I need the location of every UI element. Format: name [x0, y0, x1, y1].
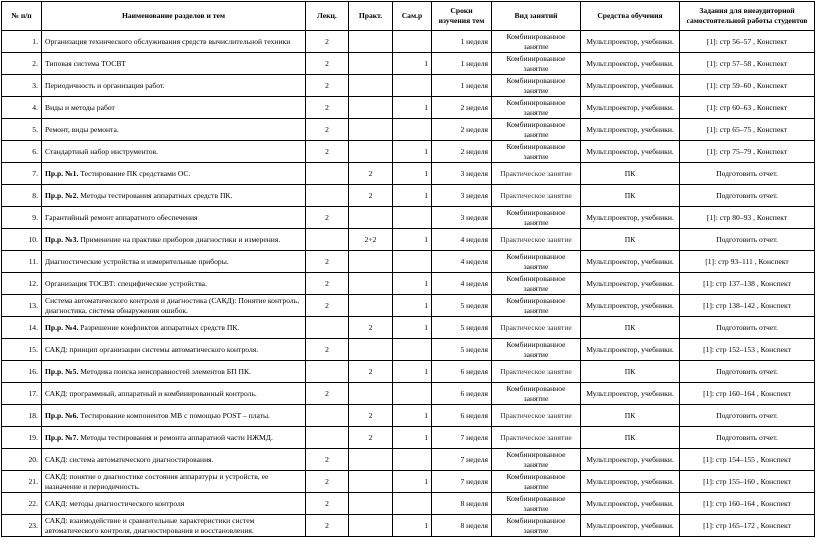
row-term: 6 неделя	[432, 361, 492, 383]
row-number: 13.	[2, 295, 42, 317]
row-self-study: 1	[393, 295, 432, 317]
row-number: 18.	[2, 405, 42, 427]
row-practice: 2	[349, 361, 393, 383]
row-term: 1 неделя	[432, 31, 492, 53]
row-lectures: 2	[306, 515, 349, 537]
practical-work-label: Пр.р. №3.	[45, 234, 79, 244]
row-term: 7 неделя	[432, 427, 492, 449]
row-homework: Подготовить отчет.	[680, 361, 815, 383]
table-row	[2, 163, 815, 185]
row-homework: [1]: стр 154–155 , Конспект	[680, 449, 815, 471]
row-lesson-type: Практическое занятие	[492, 229, 581, 251]
row-title	[42, 339, 306, 361]
table-row	[2, 471, 815, 493]
row-lesson-type: Комбинированное занятие	[492, 273, 581, 295]
row-title-text: САКД: понятие о диагностике состояния аппаратуры и устройств, ее назначение и периодичность.	[45, 471, 269, 491]
row-homework: [1]: стр 160–164 , Конспект	[680, 493, 815, 515]
table-row	[2, 493, 815, 515]
row-title	[42, 119, 306, 141]
row-teaching-means: Мульт.проектор, учебники.	[581, 207, 680, 229]
row-term: 2 неделя	[432, 97, 492, 119]
row-term: 3 неделя	[432, 185, 492, 207]
row-teaching-means: Мульт.проектор, учебники.	[581, 515, 680, 537]
table-row	[2, 185, 815, 207]
row-homework: [1]: стр 155–160 , Конспект	[680, 471, 815, 493]
row-title	[42, 185, 306, 207]
row-number: 22.	[2, 493, 42, 515]
practical-work-label: Пр.р. №5.	[45, 366, 79, 376]
row-practice	[349, 97, 393, 119]
row-practice	[349, 251, 393, 273]
row-homework: [1]: стр 75–79 , Конспект	[680, 141, 815, 163]
row-term: 3 неделя	[432, 207, 492, 229]
row-practice	[349, 339, 393, 361]
row-title	[42, 229, 306, 251]
row-title-text: Типовая система ТОСВТ	[45, 58, 126, 68]
row-lectures: 2	[306, 295, 349, 317]
table-row	[2, 251, 815, 273]
row-self-study: 1	[393, 515, 432, 537]
header-title: Наименование разделов и тем	[42, 2, 306, 31]
row-title	[42, 295, 306, 317]
row-practice: 2	[349, 427, 393, 449]
row-self-study: 1	[393, 97, 432, 119]
row-number: 6.	[2, 141, 42, 163]
row-self-study: 1	[393, 141, 432, 163]
row-term: 5 неделя	[432, 317, 492, 339]
row-practice	[349, 515, 393, 537]
row-teaching-means: Мульт.проектор, учебники.	[581, 251, 680, 273]
row-self-study: 1	[393, 427, 432, 449]
row-term: 4 неделя	[432, 229, 492, 251]
row-lesson-type: Комбинированное занятие	[492, 119, 581, 141]
row-teaching-means: ПК	[581, 229, 680, 251]
row-title	[42, 97, 306, 119]
row-teaching-means: ПК	[581, 317, 680, 339]
table-row	[2, 295, 815, 317]
row-practice: 2	[349, 405, 393, 427]
row-self-study	[393, 449, 432, 471]
row-lesson-type: Практическое занятие	[492, 427, 581, 449]
row-self-study: 1	[393, 317, 432, 339]
row-lectures	[306, 427, 349, 449]
row-homework: [1]: стр 93–111 , Конспект	[680, 251, 815, 273]
row-number: 20.	[2, 449, 42, 471]
row-lectures	[306, 185, 349, 207]
row-teaching-means: ПК	[581, 361, 680, 383]
table-row	[2, 317, 815, 339]
row-self-study	[393, 207, 432, 229]
row-teaching-means: Мульт.проектор, учебники.	[581, 75, 680, 97]
row-teaching-means: Мульт.проектор, учебники.	[581, 493, 680, 515]
row-title	[42, 251, 306, 273]
practical-work-label: Пр.р. №4.	[45, 322, 79, 332]
row-title	[42, 493, 306, 515]
row-title	[42, 317, 306, 339]
row-title-text: Гарантийный ремонт аппаратного обеспечения	[45, 212, 198, 222]
row-lesson-type: Комбинированное занятие	[492, 141, 581, 163]
row-term: 7 неделя	[432, 449, 492, 471]
row-number: 23.	[2, 515, 42, 537]
row-lectures: 2	[306, 471, 349, 493]
row-practice: 2	[349, 163, 393, 185]
row-lesson-type: Комбинированное занятие	[492, 31, 581, 53]
row-practice	[349, 207, 393, 229]
practical-work-label: Пр.р. №2.	[45, 190, 79, 200]
row-term: 3 неделя	[432, 163, 492, 185]
row-lectures: 2	[306, 119, 349, 141]
row-title-text: САКД: методы диагностического контроля	[45, 498, 185, 508]
header-num: № п/п	[2, 2, 42, 31]
row-title-text: Методика поиска неисправностей элементов БП ПК.	[78, 366, 251, 376]
row-number: 8.	[2, 185, 42, 207]
row-number: 17.	[2, 383, 42, 405]
row-teaching-means: Мульт.проектор, учебники.	[581, 119, 680, 141]
row-number: 21.	[2, 471, 42, 493]
table-row	[2, 427, 815, 449]
row-title	[42, 141, 306, 163]
row-teaching-means: Мульт.проектор, учебники.	[581, 295, 680, 317]
row-homework: [1]: стр 60–63 , Конспект	[680, 97, 815, 119]
row-self-study	[393, 31, 432, 53]
row-title-text: Тестирование компонентов МВ с помощью POST – платы.	[78, 410, 270, 420]
row-number: 3.	[2, 75, 42, 97]
table-row	[2, 383, 815, 405]
table-row	[2, 31, 815, 53]
row-self-study: 1	[393, 185, 432, 207]
table-row	[2, 229, 815, 251]
row-lesson-type: Комбинированное занятие	[492, 75, 581, 97]
row-homework: Подготовить отчет.	[680, 185, 815, 207]
row-homework: [1]: стр 160–164 , Конспект	[680, 383, 815, 405]
row-lesson-type: Практическое занятие	[492, 185, 581, 207]
row-lectures: 2	[306, 53, 349, 75]
row-title-text: Разрешение конфликтов аппаратных средств ПК.	[78, 322, 240, 332]
row-title-text: Стандартный набор инструментов.	[45, 146, 159, 156]
row-lectures	[306, 163, 349, 185]
row-title-text: Применение на практике приборов диагностики и измерения.	[78, 234, 281, 244]
row-lesson-type: Комбинированное занятие	[492, 339, 581, 361]
row-practice	[349, 75, 393, 97]
row-self-study: 1	[393, 273, 432, 295]
row-number: 4.	[2, 97, 42, 119]
row-teaching-means: ПК	[581, 427, 680, 449]
row-lesson-type: Комбинированное занятие	[492, 251, 581, 273]
row-practice	[349, 53, 393, 75]
table-row	[2, 207, 815, 229]
row-homework: [1]: стр 57–58 , Конспект	[680, 53, 815, 75]
row-homework: [1]: стр 138–142 , Конспект	[680, 295, 815, 317]
row-term: 4 неделя	[432, 251, 492, 273]
row-term: 6 неделя	[432, 405, 492, 427]
row-homework: Подготовить отчет.	[680, 405, 815, 427]
row-teaching-means: Мульт.проектор, учебники.	[581, 273, 680, 295]
table-row	[2, 339, 815, 361]
row-number: 9.	[2, 207, 42, 229]
table-row	[2, 141, 815, 163]
row-title-text: Система автоматического контроля и диагностика (САКД): Понятие контроль, диагностика, система обнаружения ошибок.	[45, 295, 300, 315]
row-title	[42, 471, 306, 493]
row-homework: [1]: стр 65–75 , Конспект	[680, 119, 815, 141]
table-row	[2, 53, 815, 75]
row-number: 2.	[2, 53, 42, 75]
row-practice	[349, 119, 393, 141]
row-lesson-type: Комбинированное занятие	[492, 295, 581, 317]
row-title-text: Организация ТОСВТ: специфические устройства.	[45, 278, 207, 288]
row-term: 8 неделя	[432, 515, 492, 537]
row-title-text: САКД: принцип организации системы автоматического контроля.	[45, 344, 259, 354]
row-practice	[349, 141, 393, 163]
row-number: 11.	[2, 251, 42, 273]
row-title	[42, 383, 306, 405]
row-title	[42, 515, 306, 537]
row-teaching-means: Мульт.проектор, учебники.	[581, 339, 680, 361]
row-teaching-means: ПК	[581, 185, 680, 207]
row-lesson-type: Комбинированное занятие	[492, 383, 581, 405]
row-lectures	[306, 405, 349, 427]
row-lesson-type: Практическое занятие	[492, 163, 581, 185]
row-lectures: 2	[306, 383, 349, 405]
row-lesson-type: Комбинированное занятие	[492, 515, 581, 537]
row-teaching-means: Мульт.проектор, учебники.	[581, 383, 680, 405]
row-lesson-type: Комбинированное занятие	[492, 97, 581, 119]
row-teaching-means: ПК	[581, 405, 680, 427]
row-homework: [1]: стр 165–172 , Конспект	[680, 515, 815, 537]
table-row	[2, 273, 815, 295]
row-practice	[349, 493, 393, 515]
row-teaching-means: Мульт.проектор, учебники.	[581, 449, 680, 471]
row-number: 14.	[2, 317, 42, 339]
row-term: 5 неделя	[432, 295, 492, 317]
row-practice	[349, 471, 393, 493]
table-row	[2, 75, 815, 97]
table-body	[2, 31, 815, 537]
practical-work-label: Пр.р. №6.	[45, 410, 79, 420]
row-practice	[349, 383, 393, 405]
row-number: 15.	[2, 339, 42, 361]
row-lesson-type: Комбинированное занятие	[492, 471, 581, 493]
row-practice	[349, 273, 393, 295]
table-row	[2, 449, 815, 471]
row-title-text: Диагностические устройства и измерительные приборы.	[45, 256, 229, 266]
row-title	[42, 163, 306, 185]
header-row	[2, 2, 815, 31]
row-practice: 2	[349, 317, 393, 339]
row-homework: [1]: стр 59–60 , Конспект	[680, 75, 815, 97]
header-term: Сроки изучения тем	[432, 2, 492, 31]
header-homework: Задания для внеаудиторной самостоятельной работы студентов	[680, 2, 815, 31]
header-self-study: Сам.р	[393, 2, 432, 31]
row-term: 8 неделя	[432, 493, 492, 515]
row-title-text: Виды и методы работ	[45, 102, 115, 112]
row-homework: Подготовить отчет.	[680, 229, 815, 251]
row-teaching-means: Мульт.проектор, учебники.	[581, 31, 680, 53]
row-teaching-means: Мульт.проектор, учебники.	[581, 97, 680, 119]
row-number: 5.	[2, 119, 42, 141]
header-lesson-type: Вид занятий	[492, 2, 581, 31]
row-teaching-means: ПК	[581, 163, 680, 185]
row-lesson-type: Практическое занятие	[492, 361, 581, 383]
row-practice	[349, 295, 393, 317]
row-homework: Подготовить отчет.	[680, 317, 815, 339]
row-number: 7.	[2, 163, 42, 185]
row-self-study: 1	[393, 53, 432, 75]
row-lectures: 2	[306, 449, 349, 471]
row-term: 2 неделя	[432, 119, 492, 141]
row-title-text: Методы тестирования и ремонта аппаратной части НЖМД.	[78, 432, 273, 442]
row-self-study: 1	[393, 405, 432, 427]
row-practice	[349, 449, 393, 471]
row-lectures: 2	[306, 141, 349, 163]
row-lesson-type: Комбинированное занятие	[492, 207, 581, 229]
header-lectures: Лекц.	[306, 2, 349, 31]
row-term: 4 неделя	[432, 273, 492, 295]
table-header	[2, 2, 815, 31]
row-homework: [1]: стр 80–93 , Конспект	[680, 207, 815, 229]
row-term: 6 неделя	[432, 383, 492, 405]
row-title-text: Ремонт, виды ремонта.	[45, 124, 119, 134]
row-term: 2 неделя	[432, 141, 492, 163]
row-lectures: 2	[306, 75, 349, 97]
row-self-study: 1	[393, 163, 432, 185]
row-practice	[349, 31, 393, 53]
row-title	[42, 449, 306, 471]
row-number: 19.	[2, 427, 42, 449]
table-row	[2, 97, 815, 119]
row-title-text: САКД: программный, аппаратный и комбинированный контроль.	[45, 388, 257, 398]
row-self-study	[393, 119, 432, 141]
row-lectures	[306, 229, 349, 251]
row-teaching-means: Мульт.проектор, учебники.	[581, 141, 680, 163]
table-row	[2, 361, 815, 383]
row-lectures	[306, 317, 349, 339]
row-lesson-type: Комбинированное занятие	[492, 53, 581, 75]
row-self-study: 1	[393, 361, 432, 383]
row-lesson-type: Практическое занятие	[492, 405, 581, 427]
row-title	[42, 207, 306, 229]
row-number: 10.	[2, 229, 42, 251]
row-lectures: 2	[306, 97, 349, 119]
row-title-text: Организация технического обслуживания средств вычислительной техники	[45, 36, 291, 46]
row-title-text: Методы тестирования аппаратных средств ПК.	[78, 190, 233, 200]
row-self-study	[393, 339, 432, 361]
row-title-text: Периодичность и организация работ.	[45, 80, 165, 90]
row-title	[42, 361, 306, 383]
row-term: 1 неделя	[432, 53, 492, 75]
row-number: 16.	[2, 361, 42, 383]
row-teaching-means: Мульт.проектор, учебники.	[581, 53, 680, 75]
row-self-study	[393, 383, 432, 405]
row-lesson-type: Комбинированное занятие	[492, 493, 581, 515]
row-number: 12.	[2, 273, 42, 295]
row-homework: [1]: стр 152–153 , Конспект	[680, 339, 815, 361]
row-lectures: 2	[306, 273, 349, 295]
row-title-text: Тестирование ПК средствами ОС.	[78, 168, 191, 178]
row-lectures: 2	[306, 493, 349, 515]
row-title	[42, 427, 306, 449]
row-title	[42, 75, 306, 97]
row-number: 1.	[2, 31, 42, 53]
row-lectures: 2	[306, 339, 349, 361]
practical-work-label: Пр.р. №7.	[45, 432, 79, 442]
thematic-plan-table	[1, 1, 815, 537]
practical-work-label: Пр.р. №1.	[45, 168, 79, 178]
row-title-text: САКД: взаимодействие и сравнительные характеристики систем автоматического контроля, диагностирования и восстановления.	[45, 515, 255, 535]
row-lectures: 2	[306, 251, 349, 273]
row-lectures: 2	[306, 31, 349, 53]
row-title	[42, 273, 306, 295]
row-practice: 2+2	[349, 229, 393, 251]
row-homework: Подготовить отчет.	[680, 427, 815, 449]
row-self-study	[393, 493, 432, 515]
row-self-study	[393, 251, 432, 273]
header-practice: Практ.	[349, 2, 393, 31]
table-row	[2, 405, 815, 427]
row-lectures: 2	[306, 207, 349, 229]
table-row	[2, 119, 815, 141]
row-teaching-means: Мульт.проектор, учебники.	[581, 471, 680, 493]
row-title	[42, 405, 306, 427]
row-homework: Подготовить отчет.	[680, 163, 815, 185]
row-title-text: САКД: система автоматического диагностирования.	[45, 454, 214, 464]
row-homework: [1]: стр 56–57 , Конспект	[680, 31, 815, 53]
row-practice: 2	[349, 185, 393, 207]
row-lectures	[306, 361, 349, 383]
row-self-study	[393, 75, 432, 97]
row-title	[42, 31, 306, 53]
header-teaching-means: Средства обучения	[581, 2, 680, 31]
row-homework: [1]: стр 137–138 , Конспект	[680, 273, 815, 295]
row-term: 5 неделя	[432, 339, 492, 361]
row-lesson-type: Комбинированное занятие	[492, 449, 581, 471]
row-term: 1 неделя	[432, 75, 492, 97]
table-row	[2, 515, 815, 537]
row-self-study: 1	[393, 471, 432, 493]
row-self-study: 1	[393, 229, 432, 251]
row-term: 7 неделя	[432, 471, 492, 493]
row-title	[42, 53, 306, 75]
row-lesson-type: Практическое занятие	[492, 317, 581, 339]
